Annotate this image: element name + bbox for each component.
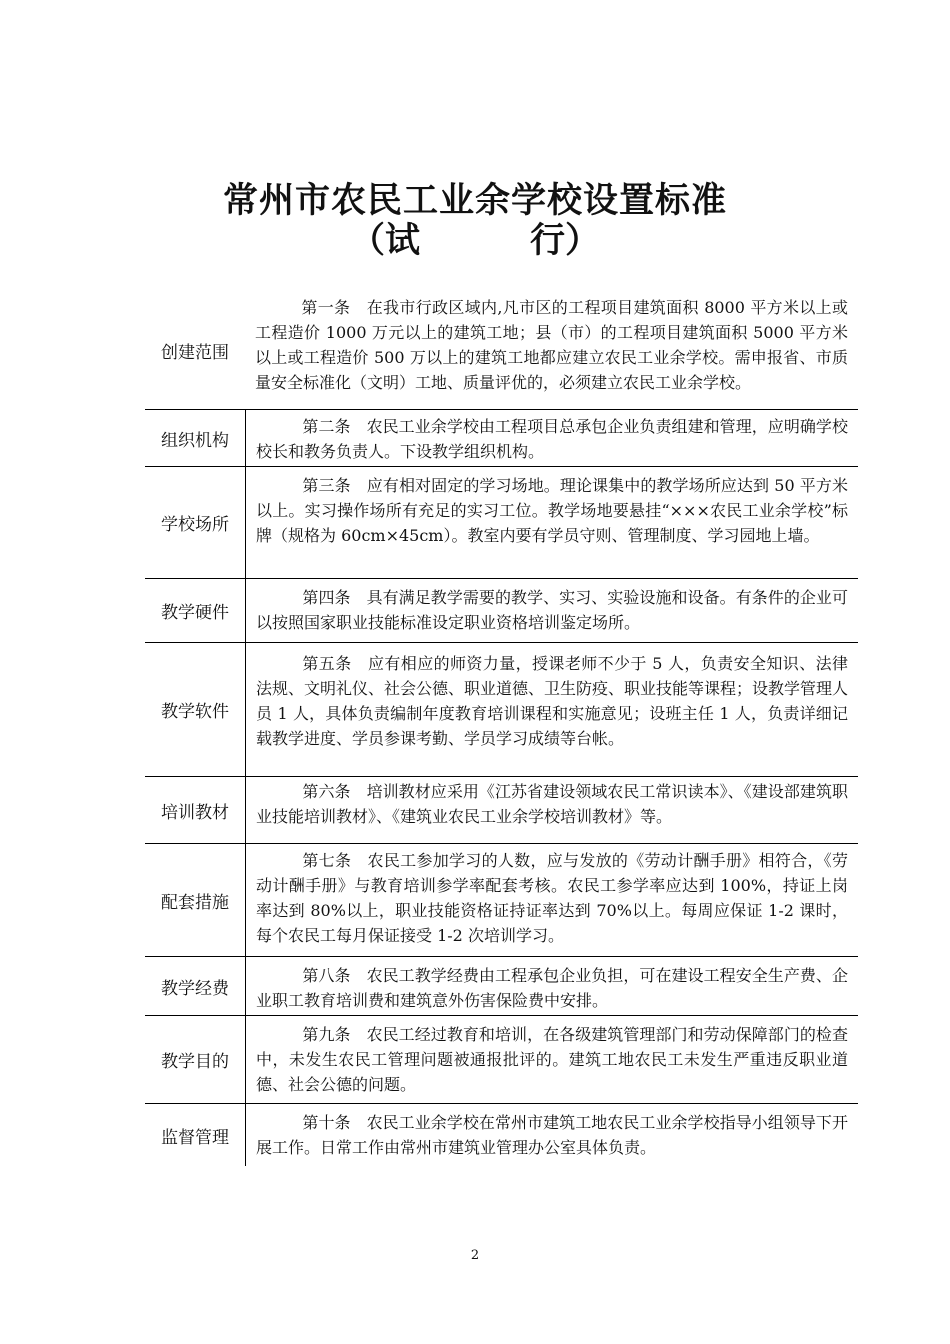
table-row: [145, 409, 858, 466]
table-row: [145, 1015, 858, 1103]
row-label: 教学目的: [145, 1016, 246, 1103]
row-content: 第八条 农民工教学经费由工程承包企业负担，可在建设工程安全生产费、企业职工教育培训费和建筑意外伤害保险费中安排。: [256, 966, 848, 1010]
row-label: 学校场所: [145, 467, 246, 578]
table-row: [145, 642, 858, 776]
subtitle-part-2: 行）: [530, 221, 601, 261]
document-subtitle: [0, 218, 950, 264]
row-content: 第七条 农民工参加学习的人数，应与发放的《劳动计酬手册》相符合，《劳动计酬手册》与教育培训参学率配套考核。农民工参学率应达到 100%，持证上岗率达到 80%以上，职业技能资格证持证率达到 70%以上。每周应保证 1-2 课时，每个农民工每月保证接受 1-2 次培训学习。: [256, 851, 848, 945]
page-number: 2: [470, 1248, 480, 1263]
row-label: 教学经费: [145, 957, 246, 1015]
row-content: 第十条 农民工业余学校在常州市建筑工地农民工业余学校指导小组领导下开展工作。日常工作由常州市建筑业管理办公室具体负责。: [256, 1113, 848, 1157]
row-content: 第五条 应有相应的师资力量，授课老师不少于 5 人，负责安全知识、法律法规、文明礼仪、社会公德、职业道德、卫生防疫、职业技能等课程；设教学管理人员 1 人，具体负责编制年度教育培训课程和实施意见；设班主任 1 人，负责详细记载教学进度、学员参课考勤、学员学习成绩等台帐。: [256, 654, 849, 748]
row-content: 第九条 农民工经过教育和培训，在各级建筑管理部门和劳动保障部门的检查中，未发生农民工管理问题被通报批评的。建筑工地农民工未发生严重违反职业道德、社会公德的问题。: [256, 1025, 848, 1094]
row-content: 第二条 农民工业余学校由工程项目总承包企业负责组建和管理，应明确学校校长和教务负责人。下设教学组织机构。: [256, 417, 848, 461]
table-row: [145, 578, 858, 642]
row-content: 第一条 在我市行政区域内,凡市区的工程项目建筑面积 8000 平方米以上或工程造价 1000 万元以上的建筑工地；县（市）的工程项目建筑面积 5000 平方米以上或工程造价 500 万以上的建筑工地都应建立农民工业余学校。需申报省、市质量安全标准化（文明）工地、质量评优的，必须建立农民工业余学校。: [255, 298, 848, 392]
row-label: 组织机构: [145, 410, 246, 466]
row-label: 教学软件: [145, 643, 246, 776]
standards-table: [145, 291, 858, 1166]
table-row: [145, 956, 858, 1015]
table-row: [145, 843, 858, 956]
table-row: [145, 776, 858, 843]
row-label: 教学硬件: [145, 579, 246, 642]
row-content: 第三条 应有相对固定的学习场地。理论课集中的教学场所应达到 50 平方米以上。实习操作场所有充足的实习工位。教学场地要悬挂“×××农民工业余学校”标牌（规格为 60cm×45cm）。教室内要有学员守则、管理制度、学习园地上墙。: [256, 476, 848, 545]
table-row: [145, 1103, 858, 1166]
row-content: 第四条 具有满足教学需要的教学、实习、实验设施和设备。有条件的企业可以按照国家职业技能标准设定职业资格培训鉴定场所。: [256, 588, 848, 632]
document-title: 常州市农民工业余学校设置标准: [222, 181, 727, 221]
subtitle-part-1: （试: [349, 221, 420, 261]
row-label: 配套措施: [145, 844, 246, 956]
row-label: 监督管理: [145, 1104, 246, 1166]
row-content: 第六条 培训教材应采用《江苏省建设领域农民工常识读本》、《建设部建筑职业技能培训教材》、《建筑业农民工业余学校培训教材》等。: [256, 782, 848, 826]
row-label: 培训教材: [145, 777, 246, 843]
table-row: [145, 291, 858, 409]
table-row: [145, 466, 858, 578]
row-label: 创建范围: [161, 342, 229, 363]
